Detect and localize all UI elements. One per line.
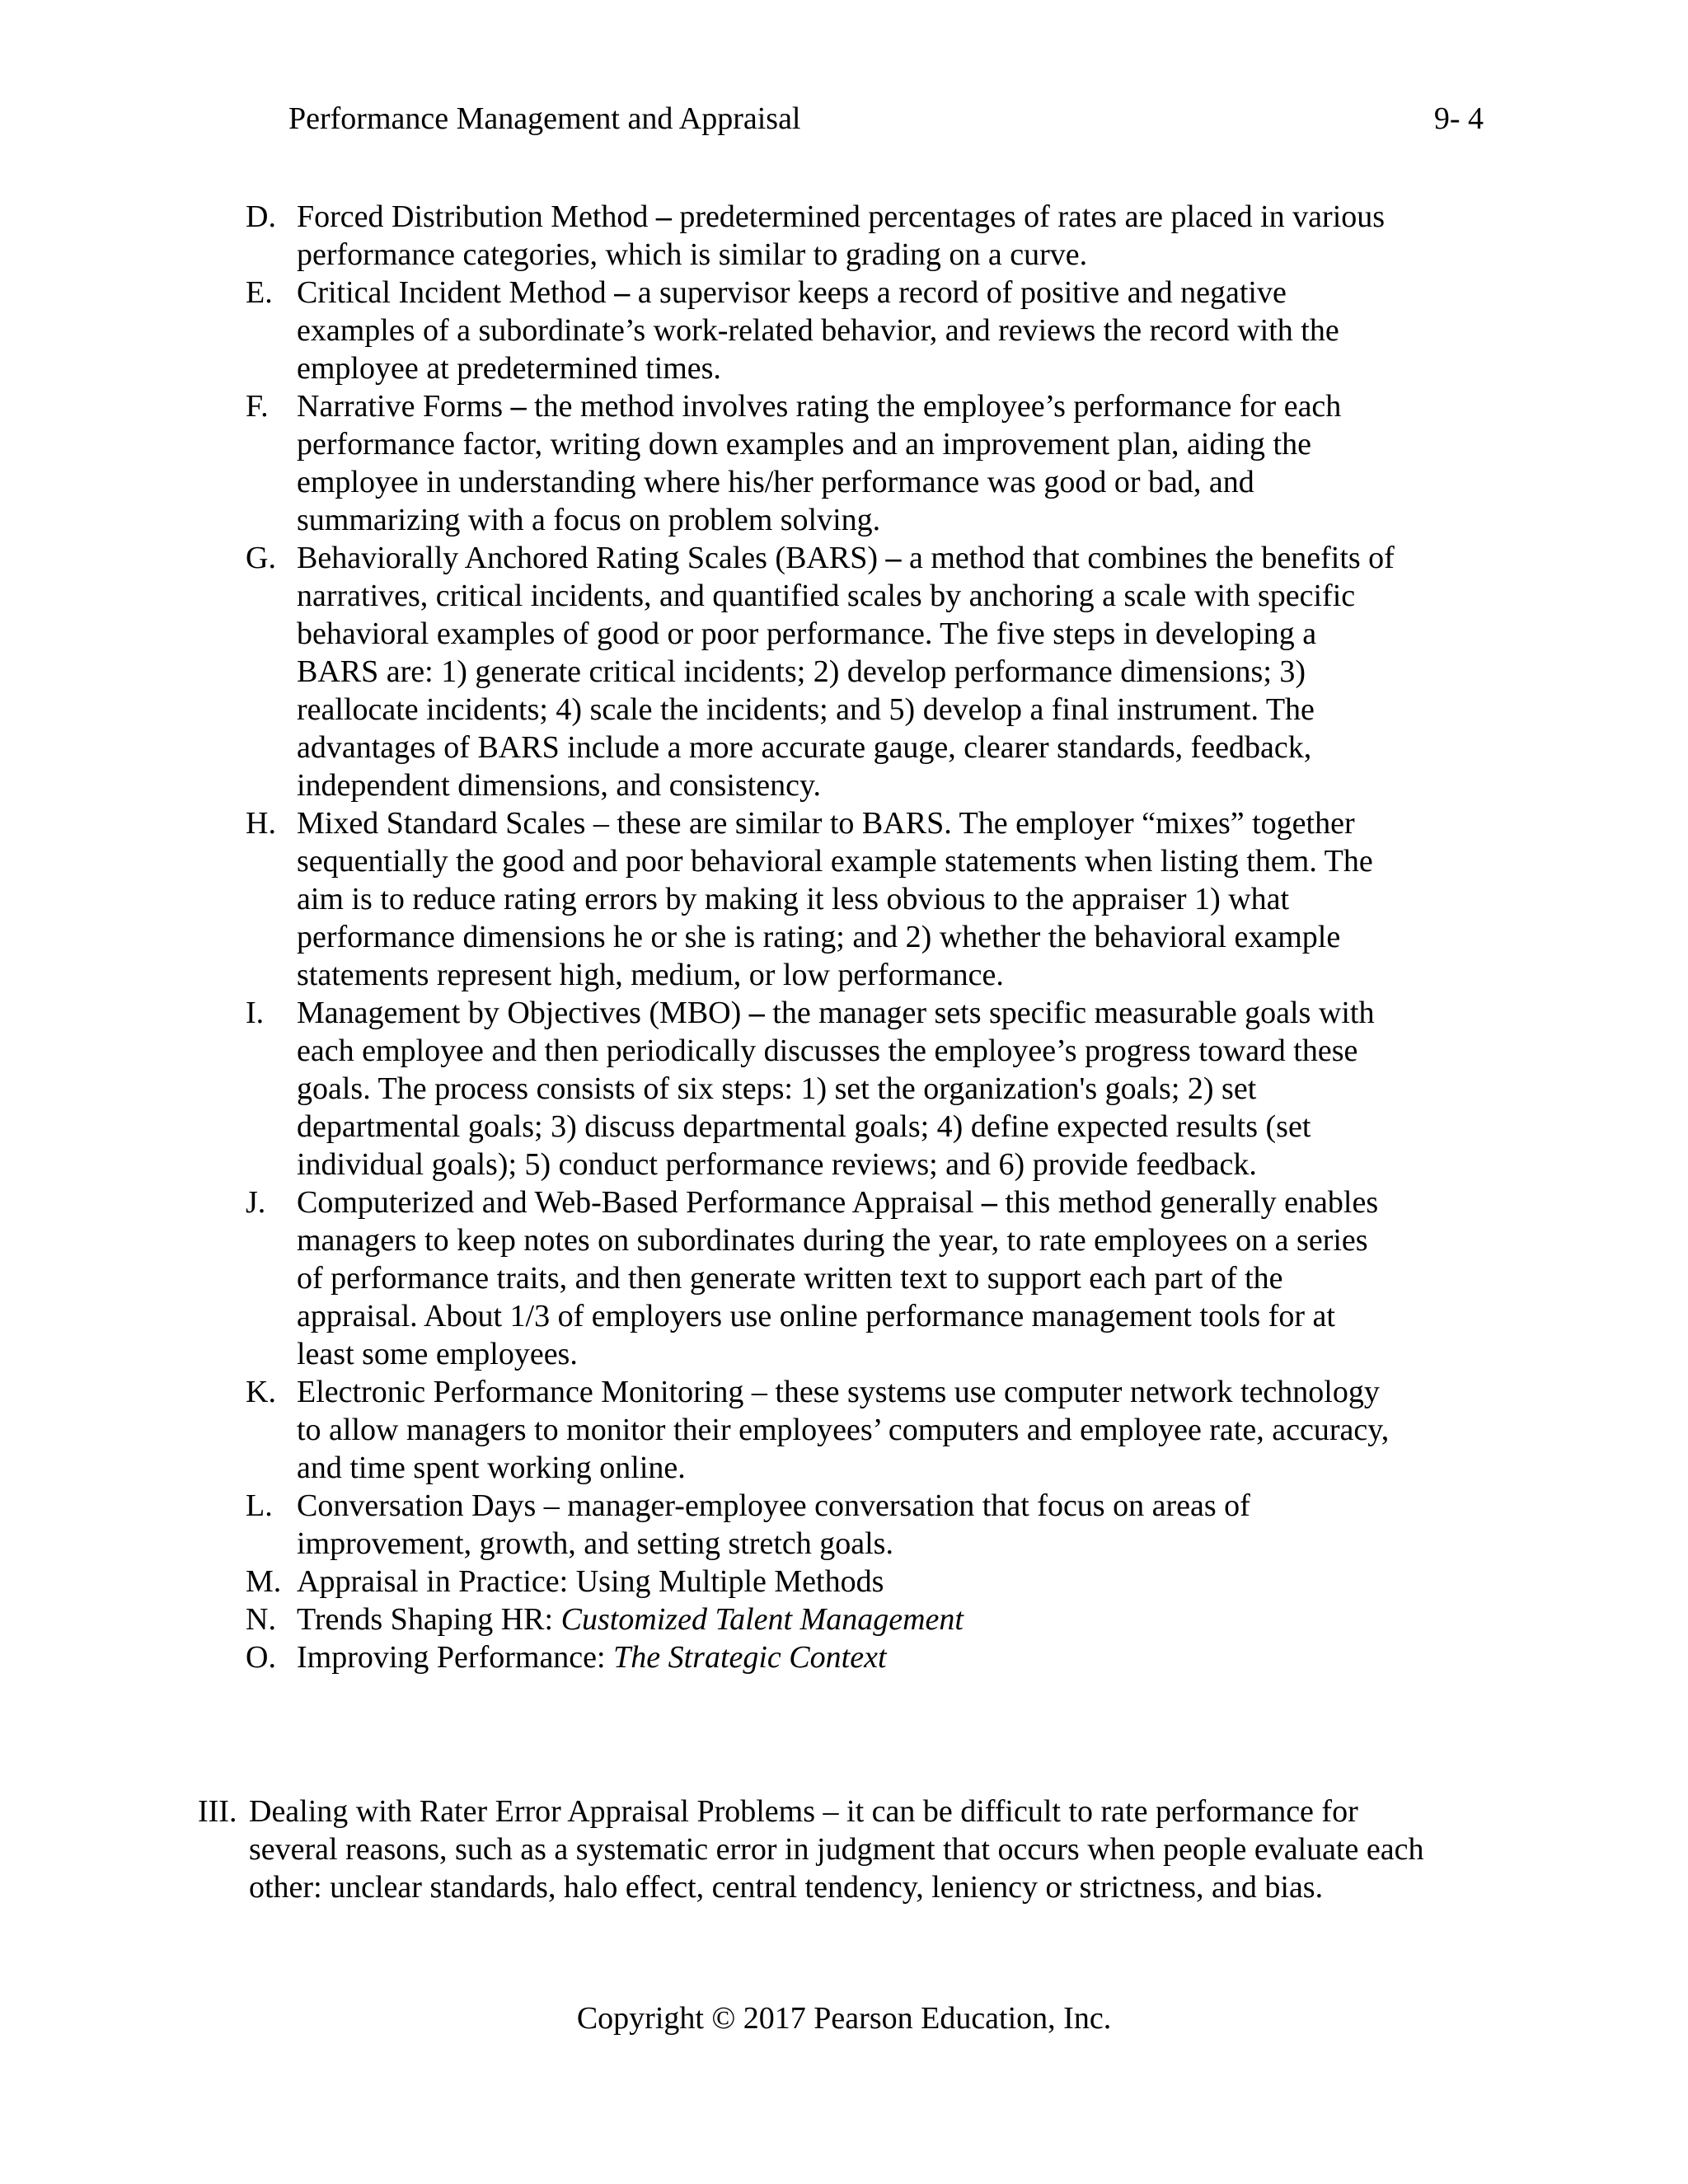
item-letter: I. — [246, 996, 265, 1030]
item-letter: D. — [246, 199, 276, 234]
appraisal-methods-list — [246, 198, 1400, 1676]
item-body — [297, 1183, 1400, 1373]
item-dash: – — [606, 275, 638, 310]
item-letter: J. — [246, 1185, 266, 1220]
item-term: Forced Distribution Method — [297, 199, 649, 234]
item-dash: – — [878, 541, 909, 575]
item-body — [297, 274, 1400, 387]
item-description: the manager sets specific measurable goals with each employee and then periodically discusses the employee’s progress toward these goals. The process consists of six steps: 1) set the organization's goals; 2) set departmental goals; 3) discuss departmental goals; 4) define expected results (set individual goals); 5) conduct performance reviews; and 6) provide feedback. — [297, 996, 1375, 1182]
list-item — [246, 1183, 1400, 1373]
item-body — [297, 1487, 1400, 1563]
item-body — [297, 198, 1400, 274]
list-item — [246, 387, 1400, 539]
item-body — [297, 804, 1400, 994]
item-body — [297, 539, 1400, 804]
item-term: Behaviorally Anchored Rating Scales (BARS) — [297, 541, 878, 575]
section-numeral: III. — [198, 1794, 237, 1829]
item-body — [297, 1601, 1400, 1638]
item-description: manager-employee conversation that focus on areas of improvement, growth, and setting stretch goals. — [297, 1488, 1250, 1561]
page-number: 9- 4 — [1433, 101, 1484, 136]
item-dash: – — [503, 389, 535, 424]
item-description: a supervisor keeps a record of positive and negative examples of a subordinate’s work-related behavior, and reviews the record with the employee at predetermined times. — [297, 275, 1339, 386]
item-term: Appraisal in Practice: Using Multiple Methods — [297, 1564, 884, 1599]
item-body — [297, 1638, 1400, 1676]
item-letter: M. — [246, 1564, 282, 1599]
list-item — [246, 994, 1400, 1183]
item-dash: – — [536, 1488, 568, 1523]
item-term: Management by Objectives (MBO) — [297, 996, 742, 1030]
item-dash: – — [648, 199, 680, 234]
item-description: these are similar to BARS. The employer “mixes” together sequentially the good and poor behavioral example statements when listing them. The aim is to reduce rating errors by making it less obvious to the appraiser 1) what performance dimensions he or she is rating; and 2) whether the behavioral example statements represent high, medium, or low performance. — [297, 806, 1373, 992]
item-description: the method involves rating the employee’s performance for each performance factor, writing down examples and an improvement plan, aiding the employee in understanding where his/her performance was good or bad, and summarizing with a focus on problem solving. — [297, 389, 1342, 537]
item-dash: – — [743, 1375, 776, 1409]
item-body — [297, 387, 1400, 539]
list-item — [246, 1563, 1400, 1601]
item-letter: L. — [246, 1488, 273, 1523]
item-dash: – — [585, 806, 617, 841]
list-item — [246, 1487, 1400, 1563]
list-item — [246, 1601, 1400, 1638]
item-description: predetermined percentages of rates are placed in various performance categories, which is similar to grading on a curve. — [297, 199, 1386, 272]
list-item — [246, 198, 1400, 274]
list-item — [246, 1638, 1400, 1676]
item-term: Computerized and Web-Based Performance Appraisal — [297, 1185, 974, 1220]
item-italic-title: The Strategic Context — [613, 1640, 887, 1675]
list-item — [246, 1373, 1400, 1487]
item-term: Conversation Days — [297, 1488, 537, 1523]
section-text: Dealing with Rater Error Appraisal Problems – it can be difficult to rate performance for several reasons, such as a systematic error in judgment that occurs when people evaluate each other: unclear standards, halo effect, central tendency, leniency or strictness, and bias. — [249, 1794, 1424, 1905]
item-italic-title: Customized Talent Management — [560, 1602, 964, 1637]
list-item — [246, 539, 1400, 804]
item-term: Trends Shaping HR: — [297, 1602, 561, 1637]
item-body — [297, 1563, 1400, 1601]
item-letter: G. — [246, 541, 276, 575]
item-dash: – — [741, 996, 773, 1030]
item-term: Critical Incident Method — [297, 275, 607, 310]
item-letter: K. — [246, 1375, 276, 1409]
item-term: Electronic Performance Monitoring — [297, 1375, 744, 1409]
item-description: these systems use computer network technology to allow managers to monitor their employees’ computers and employee rate, accuracy, and time spent working online. — [297, 1375, 1390, 1485]
item-description: this method generally enables managers to keep notes on subordinates during the year, to rate employees on a series of performance traits, and then generate written text to support each part of the appraisal. About 1/3 of employers use online performance management tools for at least some employees. — [297, 1185, 1379, 1371]
item-description: a method that combines the benefits of narratives, critical incidents, and quantified scales by anchoring a scale with specific behavioral examples of good or poor performance. The five steps in developing a BARS are: 1) generate critical incidents; 2) develop performance dimensions; 3) reallocate incidents; 4) scale the incidents; and 5) develop a final instrument. The advantages of BARS include a more accurate gauge, clearer standards, feedback, independent dimensions, and consistency. — [297, 541, 1395, 803]
item-term: Narrative Forms — [297, 389, 504, 424]
item-body — [297, 1373, 1400, 1487]
running-header-title: Performance Management and Appraisal — [288, 101, 801, 136]
item-term: Improving Performance: — [297, 1640, 614, 1675]
list-item — [246, 804, 1400, 994]
item-letter: N. — [246, 1602, 276, 1637]
list-item — [246, 274, 1400, 387]
copyright-footer: Copyright © 2017 Pearson Education, Inc. — [576, 2001, 1112, 2036]
item-letter: E. — [246, 275, 273, 310]
item-letter: O. — [246, 1640, 276, 1675]
item-body — [297, 994, 1400, 1183]
item-term: Mixed Standard Scales — [297, 806, 586, 841]
item-dash: – — [973, 1185, 1006, 1220]
section-rater-error — [198, 1793, 1434, 1906]
item-letter: H. — [246, 806, 276, 841]
item-letter: F. — [246, 389, 269, 424]
